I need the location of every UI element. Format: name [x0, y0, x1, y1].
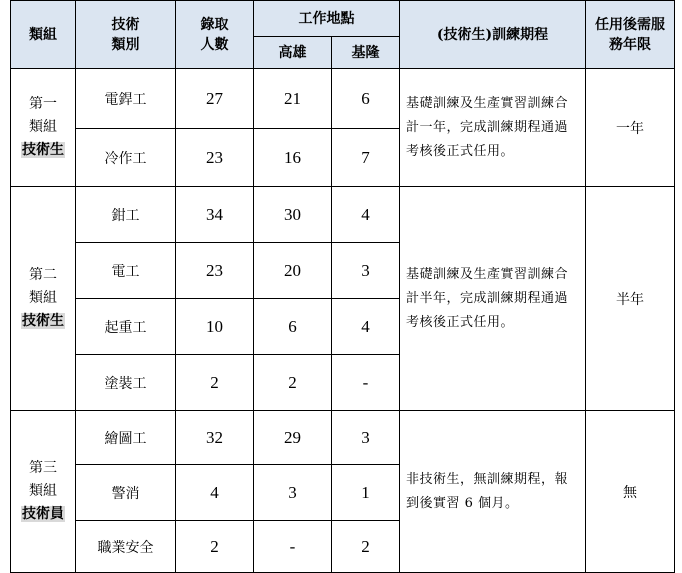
header-location: 工作地點	[254, 1, 400, 37]
training-line: 非技術生，無訓練期程，報	[406, 471, 569, 487]
group-line1: 第三	[29, 460, 57, 476]
kaohsiung-cell: 16	[254, 129, 332, 187]
training-line: 計半年，完成訓練期程通過	[406, 290, 569, 306]
table-row	[11, 69, 675, 129]
training-line: 基礎訓練及生產實習訓練合	[406, 266, 569, 282]
count-cell: 4	[176, 465, 254, 521]
type-cell: 職業安全	[76, 521, 176, 573]
type-cell: 鉗工	[76, 187, 176, 243]
service-cell: 無	[586, 411, 675, 573]
header-service-line1: 任用後需服	[595, 16, 665, 33]
keelung-cell: 3	[332, 411, 400, 465]
group-line1: 第一	[29, 96, 57, 112]
type-cell: 警消	[76, 465, 176, 521]
type-cell: 繪圖工	[76, 411, 176, 465]
training-line: 計一年，完成訓練期程通過	[406, 119, 569, 135]
table-row	[11, 411, 675, 465]
keelung-cell: -	[332, 355, 400, 411]
training-line: 基礎訓練及生產實習訓練合	[406, 95, 569, 111]
header-count-line2: 人數	[200, 36, 229, 53]
count-cell: 2	[176, 355, 254, 411]
service-cell: 半年	[586, 187, 675, 411]
type-cell: 冷作工	[76, 129, 176, 187]
header-keelung: 基隆	[332, 37, 400, 69]
keelung-cell: 4	[332, 299, 400, 355]
header-group: 類組	[11, 1, 76, 69]
keelung-cell: 4	[332, 187, 400, 243]
group-line2: 類組	[29, 119, 57, 135]
training-line: 考核後正式任用。	[406, 314, 515, 330]
count-cell: 23	[176, 129, 254, 187]
training-cell	[400, 187, 586, 411]
keelung-cell: 6	[332, 69, 400, 129]
kaohsiung-cell: -	[254, 521, 332, 573]
training-cell	[400, 69, 586, 187]
type-cell: 塗裝工	[76, 355, 176, 411]
type-cell: 電銲工	[76, 69, 176, 129]
header-type	[76, 1, 176, 69]
header-count-line1: 錄取	[200, 16, 229, 33]
group-tag: 技術員	[22, 506, 64, 522]
count-cell: 34	[176, 187, 254, 243]
group-line2: 類組	[29, 290, 57, 306]
header-service	[586, 1, 675, 69]
kaohsiung-cell: 3	[254, 465, 332, 521]
group-cell	[11, 411, 76, 573]
type-cell: 電工	[76, 243, 176, 299]
header-count	[176, 1, 254, 69]
kaohsiung-cell: 21	[254, 69, 332, 129]
training-line: 到後實習 6 個月。	[406, 495, 519, 511]
training-cell	[400, 411, 586, 573]
group-tag: 技術生	[22, 313, 64, 329]
kaohsiung-cell: 20	[254, 243, 332, 299]
header-service-line2: 務年限	[609, 36, 651, 53]
recruitment-table	[10, 0, 675, 573]
header-type-line1: 技術	[111, 16, 140, 33]
keelung-cell: 1	[332, 465, 400, 521]
kaohsiung-cell: 6	[254, 299, 332, 355]
kaohsiung-cell: 2	[254, 355, 332, 411]
group-cell	[11, 69, 76, 187]
group-cell	[11, 187, 76, 411]
group-line2: 類組	[29, 483, 57, 499]
header-type-line2: 類別	[111, 36, 140, 53]
kaohsiung-cell: 29	[254, 411, 332, 465]
type-cell: 起重工	[76, 299, 176, 355]
keelung-cell: 7	[332, 129, 400, 187]
count-cell: 27	[176, 69, 254, 129]
count-cell: 2	[176, 521, 254, 573]
service-cell: 一年	[586, 69, 675, 187]
keelung-cell: 3	[332, 243, 400, 299]
count-cell: 23	[176, 243, 254, 299]
count-cell: 32	[176, 411, 254, 465]
count-cell: 10	[176, 299, 254, 355]
training-line: 考核後正式任用。	[406, 143, 515, 159]
group-line1: 第二	[29, 267, 57, 283]
header-training: (技術生)訓練期程	[400, 1, 586, 69]
group-tag: 技術生	[22, 142, 64, 158]
keelung-cell: 2	[332, 521, 400, 573]
table-row	[11, 187, 675, 243]
kaohsiung-cell: 30	[254, 187, 332, 243]
header-kaohsiung: 高雄	[254, 37, 332, 69]
